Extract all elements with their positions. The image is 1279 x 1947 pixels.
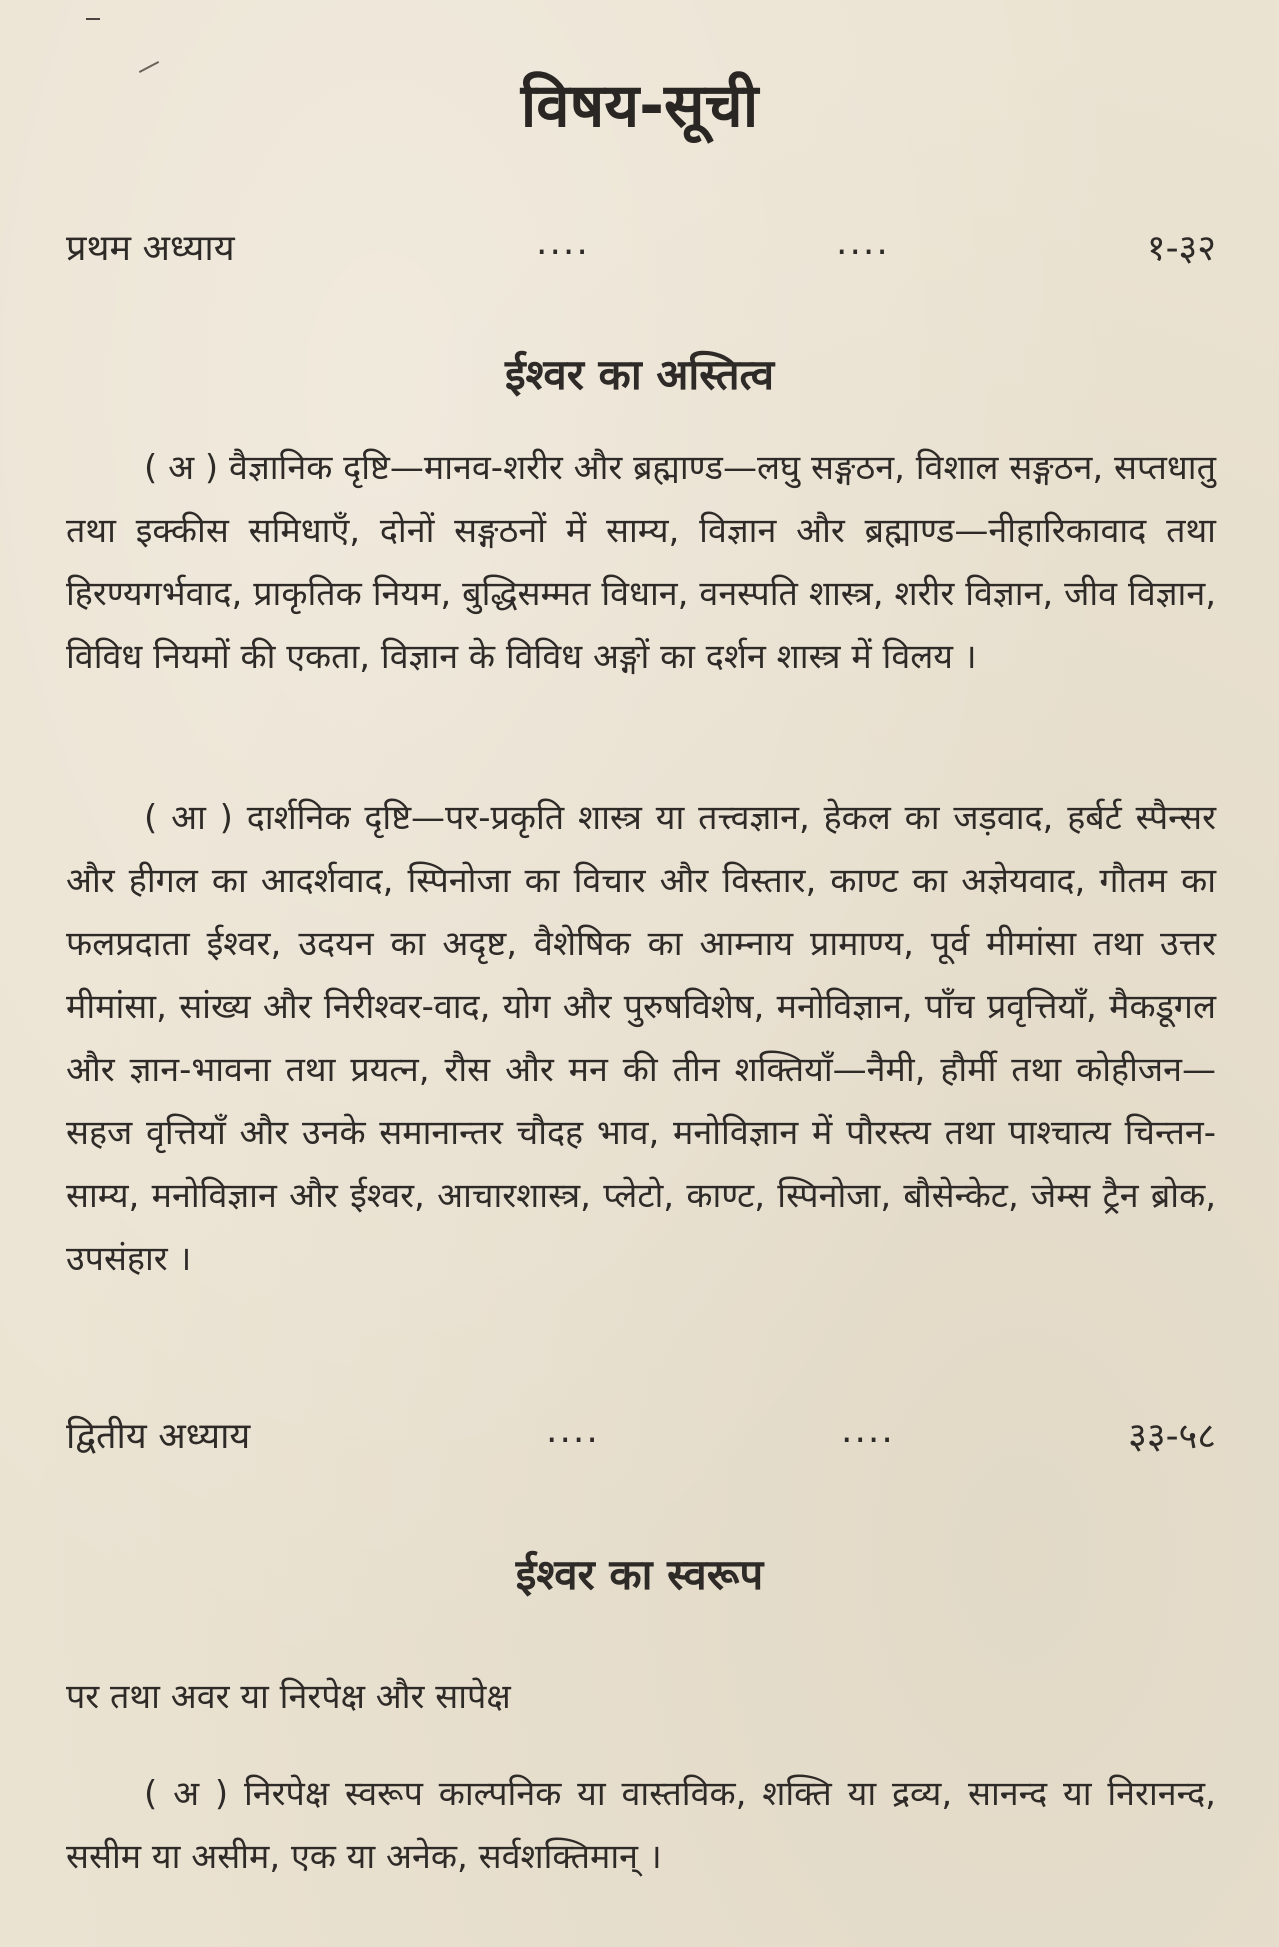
leader-dots: .... [836,222,890,263]
leader-dots: .... [841,1410,895,1451]
chapter-2-row [66,1410,1216,1460]
section-heading-2: ईश्वर का स्वरूप [515,1550,764,1599]
section-heading-1: ईश्वर का अस्तित्व [504,350,775,399]
leader-dots: .... [536,222,590,263]
ink-mark [86,18,100,20]
chapter-1-name: प्रथम अध्याय [66,228,235,269]
page-title: विषय-सूची [520,71,759,141]
chapter-2-pages: ३३-५८ [1128,1416,1216,1457]
chapter-2-name: द्वितीय अध्याय [66,1416,251,1457]
paragraph-1: ( अ ) वैज्ञानिक दृष्टि—मानव-शरीर और ब्रह्माण्ड—लघु सङ्गठन, विशाल सङ्गठन, सप्तधातु तथा इक्कीस समिधाएँ, दोनों सङ्गठनों में साम्य, विज्ञान और ब्रह्माण्ड—नीहारिकावाद तथा हिरण्यगर्भवाद, प्राकृतिक नियम, बुद्धिसम्मत विधान, वनस्पति शास्त्र, शरीर विज्ञान, जीव विज्ञान, विविध नियमों की एकता, विज्ञान के विविध अङ्गों का दर्शन शास्त्र में विलय । [66,448,1216,677]
leader-dots: .... [546,1410,600,1451]
section-subline: पर तथा अवर या निरपेक्ष और सापेक्ष [66,1677,511,1717]
paragraph-3: ( अ ) निरपेक्ष स्वरूप काल्पनिक या वास्तविक, शक्ति या द्रव्य, सानन्द या निरानन्द, ससीम या असीम, एक या अनेक, सर्वशक्तिमान् । [66,1774,1216,1877]
chapter-1-row [66,222,1216,272]
chapter-1-pages: १-३२ [1146,228,1216,269]
paragraph-2: ( आ ) दार्शनिक दृष्टि—पर-प्रकृति शास्त्र या तत्त्वज्ञान, हेकल का जड़वाद, हर्बर्ट स्पैन्सर और हीगल का आदर्शवाद, स्पिनोजा का विचार और विस्तार, काण्ट का अज्ञेयवाद, गौतम का फलप्रदाता ईश्वर, उदयन का अदृष्ट, वैशेषिक का आम्नाय प्रामाण्य, पूर्व मीमांसा तथा उत्तर मीमांसा, सांख्य और निरीश्वर-वाद, योग और पुरुषविशेष, मनोविज्ञान, पाँच प्रवृत्तियाँ, मैकडूगल और ज्ञान-भावना तथा प्रयत्न, रौस और मन की तीन शक्तियाँ—नैमी, हौर्मी तथा कोहीजन—सहज वृत्तियाँ और उनके समानान्तर चौदह भाव, मनोविज्ञान में पौरस्त्य तथा पाश्चात्य चिन्तन-साम्य, मनोविज्ञान और ईश्वर, आचारशास्त्र, प्लेटो, काण्ट, स्पिनोजा, बौसेन्केट, जेम्स ट्रैन ब्रोक, उपसंहार । [66,798,1216,1279]
